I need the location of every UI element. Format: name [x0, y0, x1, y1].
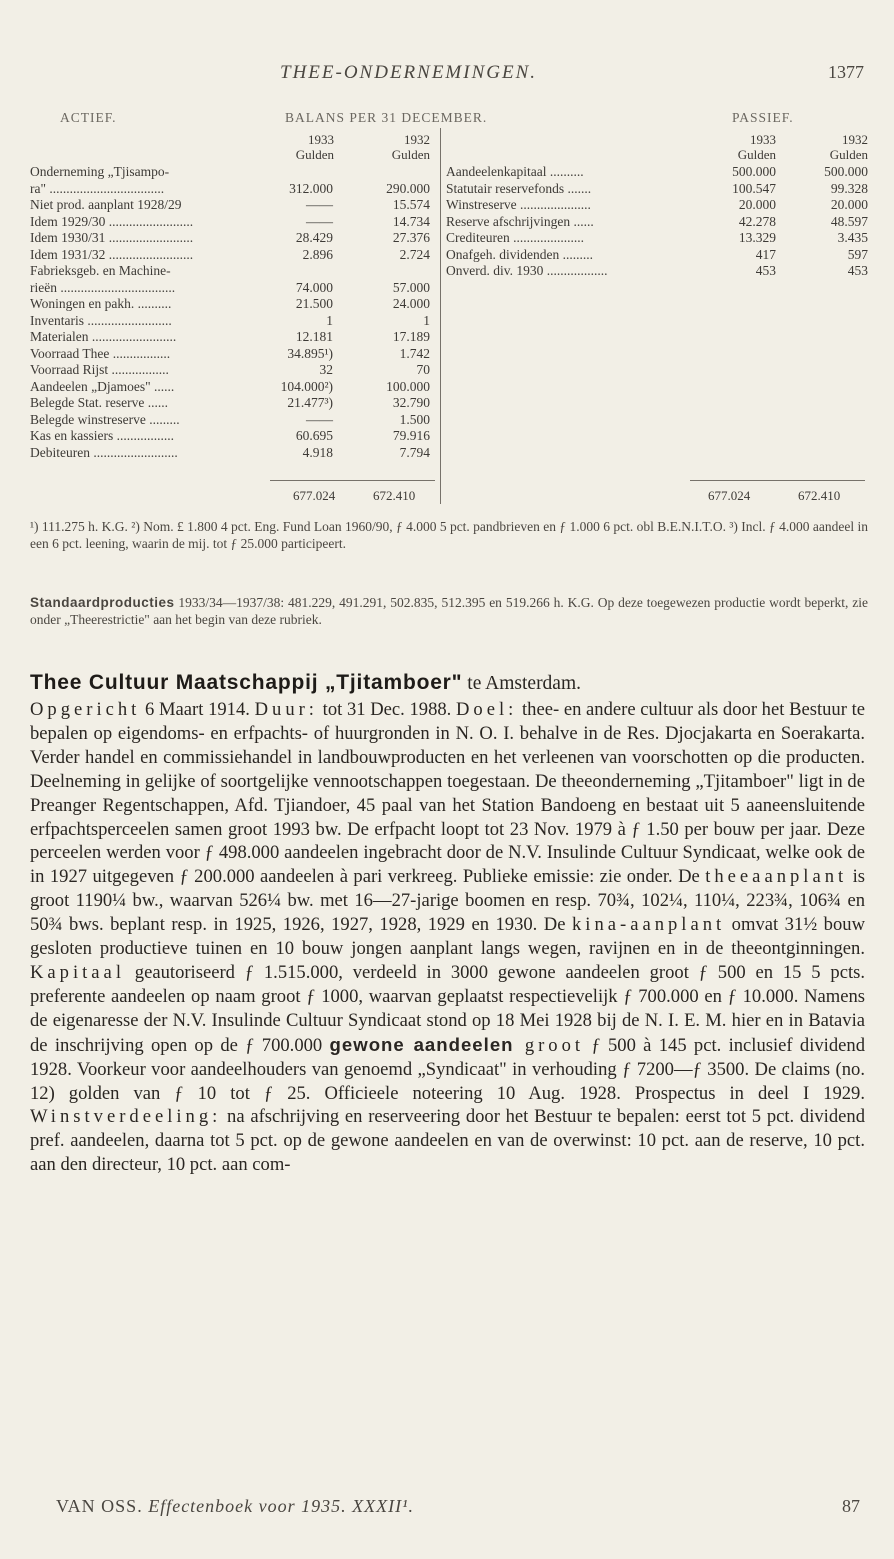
value-1933: —— — [306, 213, 333, 229]
value-1933: 28.429 — [295, 230, 333, 245]
year-1933: 1933 — [750, 132, 776, 147]
duur-label: Duur: — [254, 699, 318, 720]
balance-row — [30, 247, 440, 264]
running-head — [0, 62, 894, 86]
value-1933: —— — [306, 411, 333, 427]
value-1933: 74.000 — [295, 279, 333, 295]
paragraph-text: ƒ 500 à 145 pct. inclusief dividend 1928. Voorkeur voor aandeelhouders van genoemd „Syndicaat" in verhouding ƒ 7200—ƒ 3500. De claims (no. 12) golden van ƒ 10 tot ƒ 25. Officieele noteering 10 Aug. 1928. Prospectus in deel I 1929. — [30, 1034, 865, 1104]
currency-label: Gulden — [737, 147, 776, 162]
row-label: Idem 1929/30 ......................... — [30, 213, 194, 229]
currency-label: Gulden — [829, 147, 868, 162]
assets-total-1932: 672.410 — [373, 488, 416, 503]
year-1933: 1933 — [308, 132, 334, 147]
duur-value: tot 31 Dec. 1988. — [317, 699, 456, 720]
value-1933: 104.000²) — [280, 378, 333, 394]
row-label: Onverd. div. 1930 .................. — [446, 263, 608, 278]
balance-row — [30, 329, 440, 346]
value-1932: 57.000 — [392, 279, 430, 295]
row-label: Reserve afschrijvingen ...... — [446, 213, 594, 229]
row-label: rieën .................................. — [30, 279, 176, 295]
currency-label: Gulden — [391, 147, 430, 162]
value-1932: 70 — [416, 362, 430, 377]
row-label: Voorraad Rijst ................. — [30, 362, 169, 377]
company-name: Thee Cultuur Maatschappij „Tjitamboer" — [30, 671, 463, 694]
balance-row — [30, 230, 440, 247]
balance-row — [446, 164, 870, 181]
paragraph-text: thee- en andere cultuur als door het Bestuur te bepalen op eigendoms- en erfpachts- of huurgronden in N. O. I. behalve in de Res. Djocjakarta en Soerakarta. Verder handel en commissiehandel in landbouwproducten en het verleenen van voorschotten op die producten. Deelneming in gelijke of soortgelijke vennootschappen toegestaan. De theeonderneming „Tjitamboer" ligt in de Preanger Regentschappen, Afd. Tjiandoer, 45 paal van het Station Bandoeng en bestaat uit 5 aaneensluitende erfpachtsperceelen samen groot 1993 bw. De erfpacht loopt tot 23 Nov. 1979 à ƒ 1.50 per bouw per jaar. Deze perceelen werden voor ƒ 498.000 aandeelen ingebracht door de N.V. Insulinde Cultuur Syndicaat, welke ook de in 1927 uitgegeven ƒ 200.000 aandeelen à pari verkreeg. Publieke emissie: zie onder. De — [30, 699, 866, 888]
liabilities-column — [446, 132, 870, 280]
passief-label: PASSIEF. — [732, 110, 794, 125]
balance-row — [30, 379, 440, 396]
balance-row — [446, 247, 870, 264]
row-label: Idem 1931/32 ......................... — [30, 246, 194, 262]
row-label: Fabrieksgeb. en Machine- — [30, 263, 171, 278]
row-label: Materialen ......................... — [30, 329, 177, 344]
value-1933: 60.695 — [295, 428, 333, 443]
row-label: Woningen en pakh. .......... — [30, 296, 172, 311]
value-1933: 500.000 — [732, 164, 776, 179]
value-1932: 7.794 — [399, 444, 430, 460]
paragraph-text: omvat 31½ bouw gesloten productieve tuinen en 10 bouw jongen aanplant langs wegen, ravijnen en in de theeontginningen. — [30, 914, 866, 960]
theeaanplant-label: theeaanplant — [705, 866, 848, 888]
value-1932: 24.000 — [392, 296, 430, 311]
balance-row — [30, 197, 440, 214]
balance-row — [30, 214, 440, 231]
row-label: Onderneming „Tjisampo- — [30, 164, 170, 179]
footer-page: 87 — [842, 1496, 860, 1516]
paragraph-text: is groot 1190¼ bw., waarvan 526¼ bw. met 16—27-jarige boomen en resp. 70¾, 102¼, 110¼, 223¾, 106¾ en 50¾ bws. beplant resp. in 1925, 1926, 1927, 1928, 1929 en 1930. De — [30, 866, 865, 936]
balance-row — [446, 230, 870, 247]
value-1932: 2.724 — [399, 246, 430, 262]
balance-row — [30, 362, 440, 379]
winstverdeeling-label: Winstverdeeling: — [30, 1106, 222, 1128]
value-1932: 100.000 — [386, 378, 430, 394]
balance-sheet — [30, 108, 868, 503]
value-1933: 34.895¹) — [287, 345, 333, 361]
footer-volume: XXXII¹. — [352, 1496, 415, 1516]
paragraph-text: na afschrijving en reserveering door het Bestuur te bepalen: eerst tot 5 pct. dividend pref. aandeelen, daarna tot 5 pct. op de gewone aandeelen en van de overwinst: 10 pct. aan de reserve, 10 pct. aan den directeur, 10 pct. aan com- — [30, 1106, 865, 1176]
balance-row — [30, 280, 440, 297]
value-1932: 1.500 — [399, 411, 430, 427]
year-1932: 1932 — [842, 132, 868, 147]
value-1932: 27.376 — [392, 230, 430, 245]
row-label: Statutair reservefonds ....... — [446, 180, 592, 196]
opgericht-value: 6 Maart 1914. — [140, 699, 255, 720]
liabilities-total-rule — [690, 480, 865, 481]
value-1932: 290.000 — [386, 180, 430, 196]
value-1933: 20.000 — [738, 197, 776, 212]
balance-row — [30, 445, 440, 462]
page-footer — [56, 1496, 866, 1522]
balance-row — [30, 181, 440, 198]
assets-rows — [30, 164, 440, 461]
doel-label: Doel: — [456, 699, 518, 720]
value-1932: 79.916 — [392, 428, 430, 443]
standard-production — [30, 595, 868, 628]
column-divider — [440, 128, 441, 504]
row-label: Debiteuren ......................... — [30, 444, 178, 460]
value-1932: 3.435 — [837, 230, 868, 245]
row-label: Niet prod. aanplant 1928/29 — [30, 197, 182, 212]
value-1932: 453 — [847, 263, 868, 278]
liabilities-total-1933: 677.024 — [708, 488, 751, 503]
balance-row — [446, 263, 870, 280]
assets-total-1933: 677.024 — [293, 488, 336, 503]
row-label: Belegde Stat. reserve ...... — [30, 395, 168, 410]
balance-row — [446, 181, 870, 198]
row-label: Winstreserve ..................... — [446, 197, 591, 212]
balance-row — [30, 164, 440, 181]
footer-publisher: VAN OSS. — [56, 1496, 143, 1516]
balance-row — [446, 214, 870, 231]
gewone-aandeelen-label: gewone aandeelen — [329, 1033, 514, 1055]
balance-row — [30, 296, 440, 313]
value-1933: 21.477³) — [287, 395, 333, 410]
value-1932: 15.574 — [392, 197, 430, 212]
running-head-title: THEE-ONDERNEMINGEN. — [280, 62, 538, 83]
assets-year-header — [30, 132, 440, 164]
company-location: te Amsterdam. — [462, 673, 582, 694]
value-1932: 597 — [847, 246, 868, 262]
value-1933: 312.000 — [289, 180, 333, 196]
value-1933: 21.500 — [295, 296, 333, 311]
balance-row — [30, 346, 440, 363]
row-label: Kas en kassiers ................. — [30, 428, 174, 443]
value-1933: 32 — [319, 362, 333, 377]
value-1933: 100.547 — [732, 180, 776, 196]
assets-total-rule — [270, 480, 435, 481]
row-label: Inventaris ......................... — [30, 312, 172, 328]
value-1932: 1.742 — [399, 345, 430, 361]
value-1932: 32.790 — [392, 395, 430, 410]
value-1932: 14.734 — [392, 213, 430, 229]
row-label: Aandeelen „Djamoes" ...... — [30, 378, 175, 394]
opgericht-label: Opgericht — [30, 699, 141, 720]
liabilities-totals — [708, 488, 878, 508]
currency-label: Gulden — [295, 147, 334, 162]
actief-label: ACTIEF. — [60, 110, 117, 125]
footnotes: ¹) 111.275 h. K.G. ²) Nom. £ 1.800 4 pct. Eng. Fund Loan 1960/90, ƒ 4.000 5 pct. pandbrieven en ƒ 1.000 6 pct. obl B.E.N.I.T.O. ³) Incl. ƒ 4.000 aandeel in een 6 pct. leening, waarin de mij. tot ƒ 25.000 participeert. — [30, 519, 869, 551]
value-1933: —— — [306, 197, 333, 212]
groot-label: groot — [513, 1034, 585, 1056]
balance-row — [30, 395, 440, 412]
kina-label: kina-aanplant — [572, 914, 726, 936]
row-label: Aandeelenkapitaal .......... — [446, 164, 584, 179]
value-1932: 17.189 — [392, 329, 430, 344]
footer-book: Effectenboek voor 1935. — [148, 1496, 347, 1516]
row-label: Belegde winstreserve ......... — [30, 411, 180, 427]
value-1932: 20.000 — [830, 197, 868, 212]
row-label: Idem 1930/31 ......................... — [30, 230, 194, 245]
paragraph-text: geautoriseerd ƒ 1.515.000, verdeeld in 3000 gewone aandeelen groot ƒ 500 en 15 5 pcts. preferente aandeelen op naam groot ƒ 1000, waarvan geplaatst respectievelijk ƒ 700.000 en ƒ 10.000. Namens de eigenaresse der N.V. Insulinde Cultuur Syndicaat stond op 18 Mei 1928 bij de N. I. E. M. hier en in Batavia de inschrijving open op de ƒ 700.000 — [30, 961, 865, 1056]
balance-header — [30, 108, 868, 130]
row-label: Crediteuren ..................... — [446, 230, 584, 245]
row-label: Onafgeh. dividenden ......... — [446, 246, 593, 262]
company-heading — [30, 672, 868, 695]
liabilities-total-1932: 672.410 — [798, 488, 841, 503]
standard-production-label: Standaardproducties — [30, 595, 175, 610]
value-1933: 12.181 — [295, 329, 333, 344]
balance-row — [30, 428, 440, 445]
value-1932: 1 — [423, 312, 430, 328]
row-label: ra" .................................. — [30, 180, 165, 196]
value-1933: 453 — [755, 263, 776, 278]
balance-row — [30, 263, 440, 280]
value-1933: 417 — [755, 246, 776, 262]
standard-production-text: 1933/34—1937/38: 481.229, 491.291, 502.835, 512.395 en 519.266 h. K.G. Op deze toegewezen productie wordt beperkt, zie onder „Theerestrictie" aan het begin van deze rubriek. — [30, 595, 868, 627]
value-1932: 500.000 — [824, 164, 868, 179]
liabilities-rows — [446, 164, 870, 280]
kapitaal-label: Kapitaal — [30, 961, 125, 983]
value-1932: 99.328 — [830, 180, 868, 196]
assets-column — [30, 132, 440, 461]
value-1933: 4.918 — [302, 444, 333, 460]
company-description — [30, 698, 865, 1177]
row-label: Voorraad Thee ................. — [30, 345, 171, 361]
page-number: 1377 — [828, 62, 864, 82]
value-1933: 42.278 — [738, 213, 776, 229]
value-1932: 48.597 — [830, 213, 868, 229]
liabilities-year-header — [446, 132, 870, 164]
value-1933: 13.329 — [738, 230, 776, 245]
value-1933: 2.896 — [302, 246, 333, 262]
balance-row — [30, 313, 440, 330]
balance-heading: BALANS PER 31 DECEMBER. — [285, 110, 488, 125]
value-1933: 1 — [326, 312, 333, 328]
balance-row — [30, 412, 440, 429]
year-1932: 1932 — [404, 132, 430, 147]
assets-totals — [293, 488, 443, 508]
balance-row — [446, 197, 870, 214]
